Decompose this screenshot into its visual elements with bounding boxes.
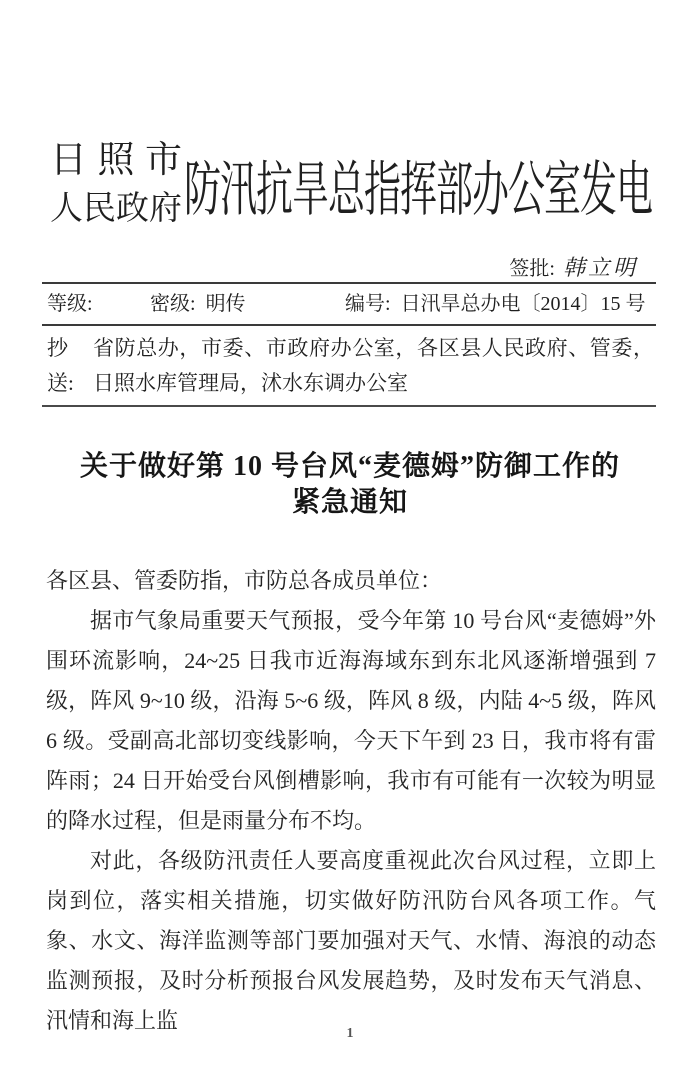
approval-signature: 韩立明 bbox=[562, 255, 638, 280]
issuer-name-stack bbox=[50, 136, 182, 232]
doc-number-label: 编号: bbox=[345, 293, 391, 315]
page-number: 1 bbox=[346, 1026, 354, 1041]
body-paragraph-1: 据市气象局重要天气预报，受今年第 10 号台风“麦德姆”外围环流影响，24~25 日我市近海海域东到东北风逐渐增强到 7 级，阵风 9~10 级，沿海 5~6 级，阵风 8 级，内陆 4~5 级，阵风 6 级。受副高北部切变线影响，今天下午到 23 日，我市将有雷阵雨；24 日开始受台风倒槽影响，我市有可能有一次较为明显的降水过程，但是雨量分布不均。 bbox=[46, 608, 656, 833]
letterhead bbox=[50, 130, 680, 238]
issuer-office-title: 防汛抗旱总指挥部办公室发电 bbox=[184, 158, 652, 225]
issuer-city-line: 日照市 bbox=[50, 140, 182, 181]
document-title bbox=[0, 449, 700, 521]
secrecy-label: 密级: bbox=[150, 293, 196, 315]
approval-row bbox=[0, 254, 638, 282]
document-body bbox=[46, 561, 656, 1041]
document-title-line2: 紧急通知 bbox=[291, 487, 408, 518]
divider-rule-bottom bbox=[42, 405, 656, 407]
meta-level bbox=[47, 291, 150, 317]
cc-label: 抄送: bbox=[47, 336, 74, 395]
document-title-line1: 关于做好第 10 号台风“麦德姆”防御工作的 bbox=[79, 451, 620, 482]
issuer-government-line: 人民政府 bbox=[50, 191, 182, 227]
meta-secrecy bbox=[150, 291, 345, 317]
salutation: 各区县、管委防指，市防总各成员单位： bbox=[46, 568, 443, 593]
doc-number-value: 日汛旱总办电〔2014〕15 号 bbox=[400, 293, 646, 315]
meta-doc-number bbox=[345, 291, 654, 317]
level-label: 等级: bbox=[47, 293, 93, 315]
cc-block bbox=[47, 326, 654, 405]
approval-label: 签批: bbox=[509, 258, 555, 280]
body-paragraph-2: 对此，各级防汛责任人要高度重视此次台风过程，立即上岗到位，落实相关措施，切实做好防汛防台风各项工作。气象、水文、海洋监测等部门要加强对天气、水情、海浪的动态监测预报，及时分析预报台风发展趋势，及时发布天气消息、汛情和海上监 bbox=[46, 848, 656, 1033]
meta-row bbox=[47, 284, 654, 324]
cc-value: 省防总办，市委、市政府办公室，各区县人民政府、管委，日照水库管理局，沭水东调办公室 bbox=[93, 336, 654, 395]
secrecy-value: 明传 bbox=[205, 293, 246, 315]
